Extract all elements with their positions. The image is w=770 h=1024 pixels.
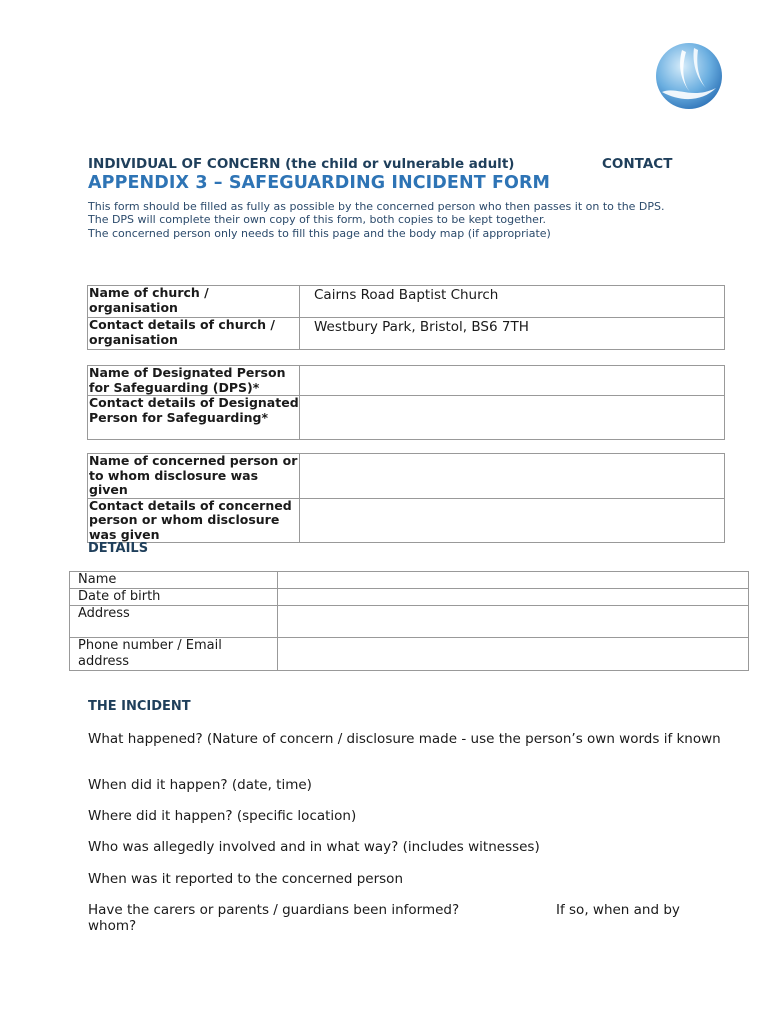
church-name-label: Name of church / organisation: [88, 286, 300, 318]
details-name-field[interactable]: [278, 572, 749, 589]
organisation-table: [87, 285, 725, 350]
details-heading: DETAILS: [88, 541, 149, 556]
question-what-happened: What happened? (Nature of concern / disclosure made - use the person’s own words if known: [88, 731, 721, 747]
details-phone-label: Phone number / Email address: [70, 638, 278, 671]
intro-line-3: The concerned person only needs to fill this page and the body map (if appropriate): [88, 226, 551, 240]
concerned-contact-field[interactable]: [300, 498, 725, 543]
concerned-contact-label: Contact details of concerned person or whom disclosure was given: [88, 498, 300, 543]
church-contact-field[interactable]: Westbury Park, Bristol, BS6 7TH: [300, 318, 725, 350]
details-name-label: Name: [70, 572, 278, 589]
details-phone-field[interactable]: [278, 638, 749, 671]
question-who: Who was allegedly involved and in what way? (includes witnesses): [88, 839, 540, 855]
dps-name-field[interactable]: [300, 366, 725, 396]
question-when: When did it happen? (date, time): [88, 777, 312, 793]
concerned-person-table: [87, 453, 725, 543]
question-reported: When was it reported to the concerned person: [88, 871, 403, 887]
dps-contact-label: Contact details of Designated Person for Safeguarding*: [88, 396, 300, 440]
dps-table: [87, 365, 725, 440]
question-where: Where did it happen? (specific location): [88, 808, 357, 824]
dps-contact-field[interactable]: [300, 396, 725, 440]
intro-line-1: This form should be filled as fully as possible by the concerned person who then passes it on to the DPS.: [88, 200, 665, 213]
details-address-field[interactable]: [278, 606, 749, 638]
incident-heading: THE INCIDENT: [88, 699, 191, 714]
question-informed: [88, 902, 728, 934]
contact-label: CONTACT: [602, 156, 673, 172]
details-table: [69, 571, 749, 671]
concerned-name-label: Name of concerned person or to whom disclosure was given: [88, 454, 300, 499]
details-dob-label: Date of birth: [70, 589, 278, 606]
question-if-so: If so, when and by: [556, 902, 680, 918]
question-informed-cont: whom?: [88, 918, 137, 934]
dps-name-label: Name of Designated Person for Safeguarding (DPS)*: [88, 366, 300, 396]
concerned-name-field[interactable]: [300, 454, 725, 499]
church-name-field[interactable]: Cairns Road Baptist Church: [300, 286, 725, 318]
details-address-label: Address: [70, 606, 278, 638]
details-dob-field[interactable]: [278, 589, 749, 606]
subject-heading: [88, 156, 688, 172]
question-informed-text: Have the carers or parents / guardians been informed?: [88, 902, 460, 918]
organisation-logo: [652, 42, 726, 110]
intro-text: [88, 200, 728, 240]
church-contact-label: Contact details of church / organisation: [88, 318, 300, 350]
intro-line-2: The DPS will complete their own copy of this form, both copies to be kept together.: [88, 213, 546, 227]
page-title: APPENDIX 3 – SAFEGUARDING INCIDENT FORM: [88, 173, 551, 193]
subject-label: INDIVIDUAL OF CONCERN (the child or vulnerable adult): [88, 156, 515, 172]
